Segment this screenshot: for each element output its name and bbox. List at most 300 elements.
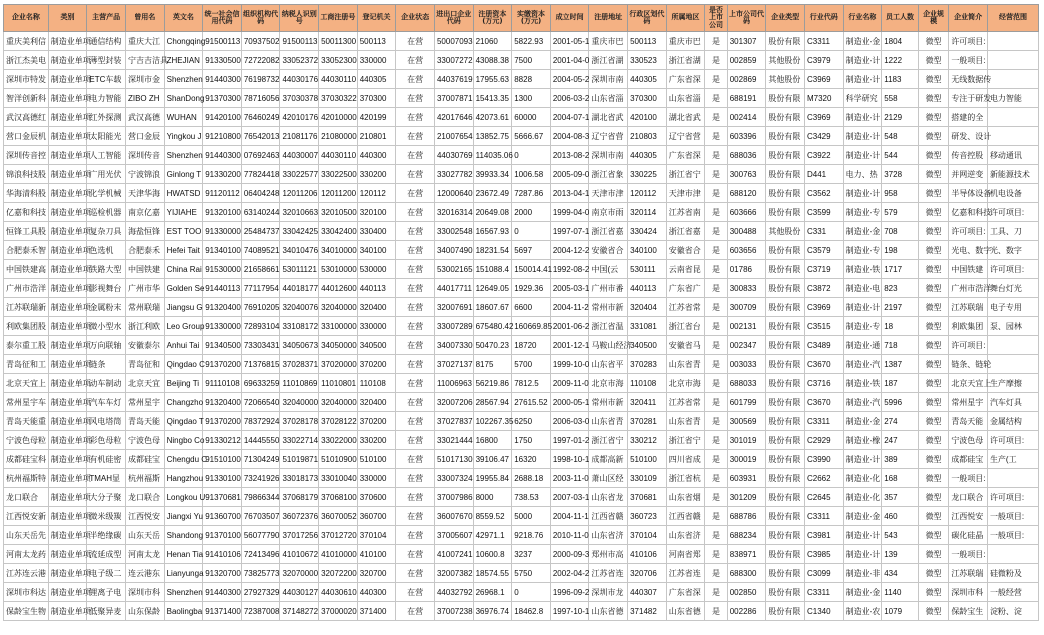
table-cell[interactable]: 91340100 — [203, 241, 242, 260]
table-cell[interactable]: 微型 — [918, 412, 949, 431]
table-cell[interactable]: 成都硅宝 — [949, 450, 988, 469]
table-cell[interactable]: 73241926 — [241, 469, 280, 488]
table-cell[interactable]: Qingdao C — [164, 355, 203, 374]
table-cell[interactable]: C3872 — [804, 279, 843, 298]
table-cell[interactable]: 300019 — [727, 450, 766, 469]
table-cell[interactable]: 91370300 — [203, 89, 242, 108]
table-cell[interactable]: Lianyunga — [164, 564, 203, 583]
table-cell[interactable]: 河南省郑 — [666, 545, 705, 564]
table-cell[interactable]: 在营 — [396, 222, 435, 241]
table-cell[interactable]: 01786 — [727, 260, 766, 279]
table-cell[interactable]: 002859 — [727, 51, 766, 70]
table-cell[interactable]: 12000640 — [434, 184, 473, 203]
table-cell[interactable]: 50007093 — [434, 32, 473, 51]
table-cell[interactable]: 海盐恒锋 — [125, 222, 164, 241]
table-cell[interactable]: 红外探测 — [87, 108, 126, 127]
table-cell[interactable]: 浙江省杭 — [666, 469, 705, 488]
table-cell[interactable]: 是 — [705, 108, 727, 127]
table-cell[interactable]: 微型 — [918, 108, 949, 127]
table-cell[interactable]: 微型 — [918, 526, 949, 545]
table-cell[interactable]: 320400 — [357, 298, 396, 317]
table-cell[interactable]: 华海清科股 — [4, 184, 49, 203]
table-cell[interactable]: 1997-10-1 — [550, 602, 589, 621]
table-cell[interactable]: 中国铁建 — [125, 260, 164, 279]
table-cell[interactable]: C2929 — [804, 431, 843, 450]
table-cell[interactable]: 371482 — [628, 602, 667, 621]
table-cell[interactable]: 72387008 — [241, 602, 280, 621]
table-cell[interactable]: 370104 — [357, 526, 396, 545]
table-cell[interactable]: 33002548 — [434, 222, 473, 241]
table-cell[interactable]: 制造业单项 — [48, 583, 87, 602]
table-cell[interactable]: 1387 — [882, 355, 919, 374]
table-cell[interactable]: C3579 — [804, 241, 843, 260]
table-cell[interactable]: 龙口联合 — [125, 488, 164, 507]
table-cell[interactable]: 安徽泰尔 — [125, 336, 164, 355]
table-cell[interactable]: 56219.86 — [473, 374, 512, 393]
column-header[interactable]: 经营范围 — [987, 5, 1038, 32]
column-header[interactable]: 行业代码 — [804, 5, 843, 32]
table-cell[interactable]: 91370100 — [203, 526, 242, 545]
table-cell[interactable]: 湖北省武 — [589, 108, 628, 127]
table-cell[interactable]: 33022714 — [280, 431, 319, 450]
column-header[interactable]: 组织机构代码 — [241, 5, 280, 32]
table-cell[interactable]: 23672.49 — [473, 184, 512, 203]
table-cell[interactable]: 1079 — [882, 602, 919, 621]
table-cell[interactable]: 114035.06 — [473, 146, 512, 165]
table-cell[interactable]: 2013-04-1 — [550, 184, 589, 203]
table-cell[interactable]: 14445550 — [241, 431, 280, 450]
table-cell[interactable]: 深圳市龙 — [589, 583, 628, 602]
table-cell[interactable]: 32007382 — [434, 564, 473, 583]
table-cell[interactable]: 33010040 — [319, 469, 358, 488]
table-cell[interactable]: 77824418 — [241, 165, 280, 184]
table-cell[interactable]: 110108 — [357, 374, 396, 393]
table-cell[interactable]: 在营 — [396, 298, 435, 317]
table-cell[interactable]: 深圳市科达 — [4, 583, 49, 602]
table-cell[interactable]: 股份有限 — [766, 393, 805, 412]
table-cell[interactable]: 制造业-金 — [843, 32, 882, 51]
table-cell[interactable]: 76460249 — [241, 108, 280, 127]
table-cell[interactable]: 2010-11-0 — [550, 526, 589, 545]
table-cell[interactable]: 制造业-计 — [843, 127, 882, 146]
table-cell[interactable]: 在营 — [396, 450, 435, 469]
table-cell[interactable]: 制造业-计 — [843, 146, 882, 165]
table-cell[interactable]: 常州市新 — [589, 298, 628, 317]
table-cell[interactable]: 制造业单项 — [48, 108, 87, 127]
table-cell[interactable]: 548 — [882, 127, 919, 146]
table-cell[interactable]: 675480.42 — [473, 317, 512, 336]
table-cell[interactable]: C3311 — [804, 507, 843, 526]
table-cell[interactable]: Chengdu C — [164, 450, 203, 469]
table-cell[interactable]: 制造业单项 — [48, 165, 87, 184]
table-cell[interactable]: 北京天宜上 — [4, 374, 49, 393]
table-cell[interactable]: 连云港东 — [125, 564, 164, 583]
table-cell[interactable]: 44030110 — [319, 146, 358, 165]
table-cell[interactable]: 330000 — [357, 51, 396, 70]
table-cell[interactable]: 辽宁省营 — [589, 127, 628, 146]
table-cell[interactable]: 5822.93 — [512, 32, 551, 51]
table-cell[interactable]: C3990 — [804, 450, 843, 469]
table-cell[interactable]: 制造业单项 — [48, 355, 87, 374]
table-cell[interactable]: 544 — [882, 146, 919, 165]
table-cell[interactable]: 郑州市高 — [589, 545, 628, 564]
table-cell[interactable]: 2001-12-1 — [550, 336, 589, 355]
table-cell[interactable]: 18231.54 — [473, 241, 512, 260]
table-cell[interactable]: 32016314 — [434, 203, 473, 222]
table-cell[interactable]: 链条、链轮 — [949, 355, 988, 374]
table-cell[interactable]: 958 — [882, 184, 919, 203]
table-cell[interactable]: 34007490 — [434, 241, 473, 260]
table-cell[interactable]: 成都硅宝 — [125, 450, 164, 469]
column-header[interactable]: 行业名称 — [843, 5, 882, 32]
table-cell[interactable]: C3969 — [804, 70, 843, 89]
table-cell[interactable]: 山东省平 — [589, 355, 628, 374]
table-cell[interactable]: Changzho — [164, 393, 203, 412]
table-cell[interactable]: 44030110 — [319, 70, 358, 89]
table-cell[interactable]: 44017711 — [434, 279, 473, 298]
column-header[interactable]: 成立时间 — [550, 5, 589, 32]
table-cell[interactable]: 530000 — [357, 260, 396, 279]
table-cell[interactable]: 许可项目: — [949, 222, 988, 241]
table-cell[interactable]: 在营 — [396, 602, 435, 621]
table-cell[interactable]: 微小型水 — [87, 317, 126, 336]
table-cell[interactable]: 1222 — [882, 51, 919, 70]
table-cell[interactable]: 2001-06-2 — [550, 317, 589, 336]
table-cell[interactable]: 530111 — [628, 260, 667, 279]
table-cell[interactable]: 在营 — [396, 393, 435, 412]
table-cell[interactable]: 云南省昆 — [666, 260, 705, 279]
table-cell[interactable]: 中国铁建 — [949, 260, 988, 279]
table-cell[interactable]: 在营 — [396, 564, 435, 583]
table-cell[interactable]: 常州市新 — [589, 393, 628, 412]
table-cell[interactable]: 青岛天能重 — [4, 412, 49, 431]
table-cell[interactable]: 制造业单项 — [48, 336, 87, 355]
table-cell[interactable]: 370600 — [357, 488, 396, 507]
table-cell[interactable]: 2000-05-1 — [550, 393, 589, 412]
table-cell[interactable]: 003033 — [727, 355, 766, 374]
table-cell[interactable]: 07692463 — [241, 146, 280, 165]
table-cell[interactable]: Baolingba — [164, 602, 203, 621]
table-cell[interactable]: 深圳市南 — [589, 70, 628, 89]
table-cell[interactable]: 碳化硅晶 — [949, 526, 988, 545]
table-cell[interactable]: EST TOO — [164, 222, 203, 241]
table-cell[interactable]: 91440113 — [203, 279, 242, 298]
table-cell[interactable]: 1997-07-1 — [550, 222, 589, 241]
table-cell[interactable]: 淀粉、淀 — [987, 602, 1038, 621]
table-cell[interactable]: 是 — [705, 469, 727, 488]
table-cell[interactable]: 微型 — [918, 146, 949, 165]
table-cell[interactable]: 120112 — [628, 184, 667, 203]
table-cell[interactable]: 合肥泰禾 — [125, 241, 164, 260]
table-cell[interactable]: 330523 — [628, 51, 667, 70]
table-cell[interactable]: 6600 — [512, 298, 551, 317]
column-header[interactable]: 企业类型 — [766, 5, 805, 32]
table-cell[interactable]: 37148272 — [280, 602, 319, 621]
table-cell[interactable]: 18607.67 — [473, 298, 512, 317]
table-cell[interactable]: 32007206 — [434, 393, 473, 412]
table-cell[interactable]: 330000 — [357, 317, 396, 336]
table-cell[interactable]: 科学研究 — [843, 89, 882, 108]
table-cell[interactable]: 股份有限 — [766, 108, 805, 127]
table-cell[interactable]: 深圳市科 — [949, 583, 988, 602]
table-cell[interactable]: 823 — [882, 279, 919, 298]
table-cell[interactable]: 江苏省常 — [666, 298, 705, 317]
table-cell[interactable]: 是 — [705, 393, 727, 412]
table-cell[interactable]: C3969 — [804, 108, 843, 127]
table-cell[interactable]: 是 — [705, 222, 727, 241]
table-cell[interactable]: 股份有限 — [766, 412, 805, 431]
table-cell[interactable]: 微型 — [918, 203, 949, 222]
table-cell[interactable]: 330000 — [357, 469, 396, 488]
table-cell[interactable]: 是 — [705, 602, 727, 621]
table-cell[interactable]: 33007289 — [434, 317, 473, 336]
table-cell[interactable]: 37020000 — [319, 355, 358, 374]
table-cell[interactable]: 410100 — [357, 545, 396, 564]
table-cell[interactable]: 460 — [882, 507, 919, 526]
table-cell[interactable]: 制造业单项 — [48, 469, 87, 488]
table-cell[interactable]: 股份有限 — [766, 317, 805, 336]
table-cell[interactable]: 广东省广 — [666, 279, 705, 298]
table-cell[interactable]: 33022577 — [280, 165, 319, 184]
table-cell[interactable]: 股份有限 — [766, 355, 805, 374]
table-cell[interactable]: 16567.93 — [473, 222, 512, 241]
table-cell[interactable]: 330200 — [357, 431, 396, 450]
table-cell[interactable]: 37068179 — [280, 488, 319, 507]
table-cell[interactable]: 76703507 — [241, 507, 280, 526]
table-cell[interactable]: 9218.76 — [512, 526, 551, 545]
table-cell[interactable]: 广州市浩洋 — [949, 279, 988, 298]
table-cell[interactable]: 37030378 — [280, 89, 319, 108]
table-cell[interactable]: 320114 — [628, 203, 667, 222]
table-cell[interactable]: 广东省深 — [666, 583, 705, 602]
table-cell[interactable]: 76542013 — [241, 127, 280, 146]
table-cell[interactable]: 21060 — [473, 32, 512, 51]
table-cell[interactable]: 深圳传音 — [125, 146, 164, 165]
table-cell[interactable]: 制造业单项 — [48, 488, 87, 507]
table-cell[interactable]: 亿嘉和科技 — [949, 203, 988, 222]
table-cell[interactable]: 常州星宇车 — [4, 393, 49, 412]
table-cell[interactable]: 18574.55 — [473, 564, 512, 583]
table-cell[interactable]: 71376815 — [241, 355, 280, 374]
table-cell[interactable]: 37007238 — [434, 602, 473, 621]
table-cell[interactable]: 股份有限 — [766, 545, 805, 564]
table-cell[interactable]: 32040000 — [280, 393, 319, 412]
table-cell[interactable]: 17955.63 — [473, 70, 512, 89]
table-cell[interactable]: 山东省青 — [589, 412, 628, 431]
table-cell[interactable]: 安徽省合 — [589, 241, 628, 260]
table-cell[interactable]: 深圳传音控 — [4, 146, 49, 165]
table-cell[interactable]: 1929.36 — [512, 279, 551, 298]
table-cell[interactable]: 53011121 — [280, 260, 319, 279]
table-cell[interactable]: 42073.61 — [473, 108, 512, 127]
table-cell[interactable]: 制造业单项 — [48, 70, 87, 89]
table-cell[interactable]: 制造业-非 — [843, 564, 882, 583]
table-cell[interactable]: 5000 — [512, 507, 551, 526]
table-cell[interactable]: 187 — [882, 374, 919, 393]
table-cell[interactable]: 制造业-计 — [843, 108, 882, 127]
table-cell[interactable]: 浙江省宁 — [589, 431, 628, 450]
table-cell[interactable]: 一般项目: — [987, 507, 1038, 526]
table-cell[interactable]: 制造业-金 — [843, 583, 882, 602]
table-cell[interactable]: 浙江省湖 — [589, 51, 628, 70]
table-cell[interactable]: 2688.18 — [512, 469, 551, 488]
table-cell[interactable]: 91500113 — [203, 32, 242, 51]
table-cell[interactable]: 在营 — [396, 165, 435, 184]
table-cell[interactable]: 万向联轴 — [87, 336, 126, 355]
table-cell[interactable]: 微型 — [918, 70, 949, 89]
table-cell[interactable]: 江苏省常 — [666, 393, 705, 412]
table-cell[interactable]: Golden Se — [164, 279, 203, 298]
table-cell[interactable]: 股份有限 — [766, 165, 805, 184]
table-cell[interactable]: 34050673 — [280, 336, 319, 355]
table-cell[interactable] — [987, 70, 1038, 89]
table-cell[interactable]: 其他股份 — [766, 51, 805, 70]
table-cell[interactable]: 91330500 — [203, 51, 242, 70]
table-cell[interactable]: C3599 — [804, 203, 843, 222]
table-cell[interactable]: 360723 — [628, 507, 667, 526]
table-cell[interactable]: 是 — [705, 260, 727, 279]
table-cell[interactable]: 002347 — [727, 336, 766, 355]
table-cell[interactable]: C331 — [804, 222, 843, 241]
table-cell[interactable]: Beijing Ti — [164, 374, 203, 393]
table-cell[interactable]: 微型 — [918, 336, 949, 355]
table-cell[interactable]: 一般项目: — [949, 545, 988, 564]
table-cell[interactable]: C3311 — [804, 583, 843, 602]
table-cell[interactable]: 制造业单项 — [48, 393, 87, 412]
table-cell[interactable]: 440113 — [357, 279, 396, 298]
table-cell[interactable]: 制造业-金 — [843, 412, 882, 431]
table-cell[interactable]: 91360700 — [203, 507, 242, 526]
table-cell[interactable]: 51010900 — [319, 450, 358, 469]
table-cell[interactable]: 制造业单项 — [48, 203, 87, 222]
table-cell[interactable]: 12011200 — [319, 184, 358, 203]
table-cell[interactable]: 34050000 — [319, 336, 358, 355]
table-cell[interactable]: 制造业单项 — [48, 412, 87, 431]
table-cell[interactable]: 76198732 — [241, 70, 280, 89]
table-cell[interactable]: 制造业单项 — [48, 298, 87, 317]
table-cell[interactable]: 广东省深 — [666, 70, 705, 89]
table-cell[interactable]: 锂离子电 — [87, 583, 126, 602]
table-cell[interactable]: 微型 — [918, 564, 949, 583]
table-cell[interactable]: 330424 — [628, 222, 667, 241]
table-cell[interactable]: 33052300 — [319, 51, 358, 70]
table-cell[interactable]: 5996 — [882, 393, 919, 412]
table-cell[interactable]: 79866344 — [241, 488, 280, 507]
table-cell[interactable]: 电子级二 — [87, 564, 126, 583]
table-cell[interactable]: 保龄宝生 — [949, 602, 988, 621]
table-cell[interactable]: 12649.05 — [473, 279, 512, 298]
table-cell[interactable]: 是 — [705, 89, 727, 108]
table-cell[interactable]: 深圳市金 — [125, 70, 164, 89]
table-cell[interactable]: 江苏联瑞 — [949, 564, 988, 583]
table-cell[interactable]: 44018177 — [280, 279, 319, 298]
table-cell[interactable]: Shenzhen — [164, 70, 203, 89]
table-cell[interactable]: 3728 — [882, 165, 919, 184]
column-header[interactable]: 上市公司代码 — [727, 5, 766, 32]
table-cell[interactable]: Shenzhen — [164, 146, 203, 165]
table-cell[interactable]: 青岛征和 — [125, 355, 164, 374]
table-cell[interactable]: 股份有限 — [766, 241, 805, 260]
table-cell[interactable]: 13852.75 — [473, 127, 512, 146]
table-cell[interactable]: 浙江省湖 — [666, 51, 705, 70]
table-cell[interactable]: 微米级羰 — [87, 507, 126, 526]
table-cell[interactable]: 是 — [705, 545, 727, 564]
table-cell[interactable]: 91440300 — [203, 146, 242, 165]
table-cell[interactable]: 深圳市特发 — [4, 70, 49, 89]
table-cell[interactable]: 山东省德 — [666, 602, 705, 621]
table-cell[interactable]: 1998-10-1 — [550, 450, 589, 469]
table-cell[interactable]: 330400 — [357, 222, 396, 241]
table-cell[interactable]: C3099 — [804, 564, 843, 583]
table-cell[interactable]: 688036 — [727, 146, 766, 165]
table-cell[interactable]: 微型 — [918, 165, 949, 184]
table-cell[interactable]: 603396 — [727, 127, 766, 146]
table-cell[interactable]: 340100 — [628, 241, 667, 260]
table-cell[interactable]: 1140 — [882, 583, 919, 602]
table-cell[interactable]: 002131 — [727, 317, 766, 336]
table-cell[interactable]: 制造业-计 — [843, 51, 882, 70]
table-cell[interactable]: 许可项目: — [949, 32, 988, 51]
table-cell[interactable]: 2004-08-3 — [550, 127, 589, 146]
table-cell[interactable]: 微型 — [918, 374, 949, 393]
table-cell[interactable]: 688300 — [727, 564, 766, 583]
table-cell[interactable]: 1750 — [512, 431, 551, 450]
table-cell[interactable]: 股份有限 — [766, 469, 805, 488]
table-cell[interactable]: 434 — [882, 564, 919, 583]
table-cell[interactable]: 龙口联合 — [4, 488, 49, 507]
table-cell[interactable]: 常州联瑞 — [125, 298, 164, 317]
table-cell[interactable]: 300763 — [727, 165, 766, 184]
table-cell[interactable]: 复杂刀具 — [87, 222, 126, 241]
table-cell[interactable]: 1992-08-2 — [550, 260, 589, 279]
table-cell[interactable]: 股份有限 — [766, 583, 805, 602]
table-cell[interactable]: 440305 — [628, 70, 667, 89]
table-cell[interactable]: 制造业单项 — [48, 222, 87, 241]
table-cell[interactable]: 微型 — [918, 32, 949, 51]
table-cell[interactable]: 在营 — [396, 488, 435, 507]
table-cell[interactable] — [987, 355, 1038, 374]
table-cell[interactable]: 73825773 — [241, 564, 280, 583]
table-cell[interactable]: 44030610 — [319, 583, 358, 602]
table-cell[interactable]: 安徽省马 — [666, 336, 705, 355]
table-cell[interactable]: 营口金辰机 — [4, 127, 49, 146]
table-cell[interactable]: 331081 — [628, 317, 667, 336]
table-cell[interactable]: 山东省青 — [666, 355, 705, 374]
table-cell[interactable]: 0 — [512, 222, 551, 241]
table-cell[interactable]: 1804 — [882, 32, 919, 51]
table-cell[interactable]: 320100 — [357, 203, 396, 222]
column-header[interactable]: 注册资本(万元) — [473, 5, 512, 32]
table-cell[interactable]: 2007-03-1 — [550, 488, 589, 507]
table-cell[interactable]: 河南太龙 — [125, 545, 164, 564]
table-cell[interactable]: 在营 — [396, 317, 435, 336]
table-cell[interactable]: 301019 — [727, 431, 766, 450]
table-cell[interactable]: 重庆美利信 — [4, 32, 49, 51]
table-cell[interactable]: 在营 — [396, 184, 435, 203]
table-cell[interactable]: 制造业-汽 — [843, 393, 882, 412]
table-cell[interactable]: 738.53 — [512, 488, 551, 507]
table-cell[interactable]: WUHAN — [164, 108, 203, 127]
table-cell[interactable]: Longkou U — [164, 488, 203, 507]
table-cell[interactable]: 2005-09-0 — [550, 165, 589, 184]
table-cell[interactable]: 36072376 — [280, 507, 319, 526]
table-cell[interactable]: 91500113 — [280, 32, 319, 51]
table-cell[interactable]: 330225 — [628, 165, 667, 184]
table-cell[interactable]: 山东省济 — [589, 526, 628, 545]
table-cell[interactable]: 是 — [705, 203, 727, 222]
table-cell[interactable]: ShanDong — [164, 89, 203, 108]
table-cell[interactable]: 320411 — [628, 393, 667, 412]
